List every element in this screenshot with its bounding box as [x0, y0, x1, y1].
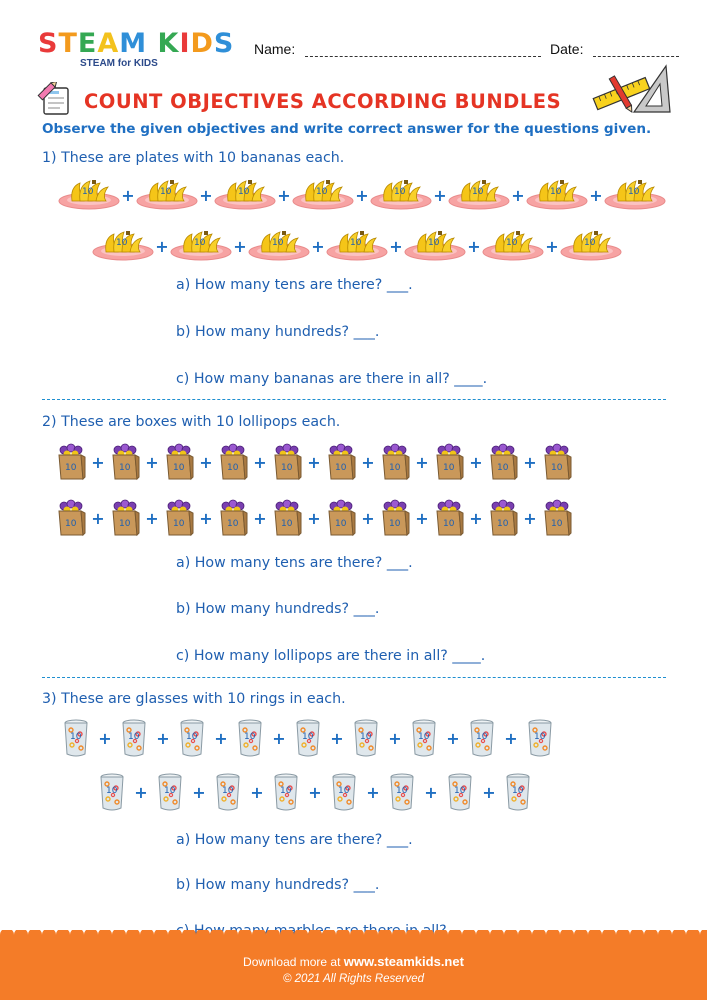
lollipop-box-icon	[164, 443, 194, 481]
logo-letter: I	[179, 28, 191, 59]
ring-glass-icon	[410, 718, 438, 758]
instruction-text: Observe the given objectives and write correct answer for the questions given.	[42, 121, 652, 137]
ring-glass-icon	[272, 772, 300, 812]
banana-plate-icon	[292, 179, 354, 211]
bundle-count-label: 10	[394, 187, 406, 197]
plus-sign: +	[145, 452, 159, 472]
bundle-count-label: 10	[389, 463, 401, 473]
bundle-count-label: 10	[534, 732, 546, 742]
section-divider-1	[42, 399, 666, 400]
plus-sign: +	[504, 728, 518, 748]
plus-sign: +	[361, 508, 375, 528]
question-1-part-a: a) How many tens are there? ___.	[176, 277, 413, 293]
banana-plate-icon	[326, 230, 388, 262]
bundle-count-label: 10	[472, 187, 484, 197]
plus-sign: +	[311, 236, 325, 256]
ring-glass-icon	[178, 718, 206, 758]
plus-sign: +	[199, 508, 213, 528]
ring-glass-icon	[388, 772, 416, 812]
logo-letter: E	[77, 28, 98, 59]
date-field[interactable]	[550, 41, 679, 57]
bundle-count-label: 10	[497, 519, 509, 529]
logo-letter: S	[38, 28, 59, 59]
plus-sign: +	[134, 782, 148, 802]
footer-copyright: © 2021 All Rights Reserved	[282, 973, 424, 985]
worksheet-title: COUNT OBJECTIVES ACCORDING BUNDLES	[84, 90, 562, 113]
plus-sign: +	[156, 728, 170, 748]
plus-sign: +	[233, 236, 247, 256]
ring-glass-icon	[294, 718, 322, 758]
question-1-row-1	[58, 179, 666, 211]
bundle-count-label: 10	[550, 187, 562, 197]
bundle-count-label: 10	[119, 463, 131, 473]
bundle-count-label: 10	[280, 786, 292, 796]
question-3-part-b: b) How many hundreds? ___.	[176, 877, 380, 893]
bundle-count-label: 10	[227, 463, 239, 473]
footer-bar	[0, 940, 707, 1000]
banana-plate-icon	[404, 230, 466, 262]
plus-sign: +	[469, 508, 483, 528]
plus-sign: +	[415, 508, 429, 528]
plus-sign: +	[433, 185, 447, 205]
footer-wave	[0, 930, 707, 942]
bundle-count-label: 10	[227, 519, 239, 529]
logo-letter: A	[97, 28, 120, 59]
footer-download-prefix: Download more at	[243, 955, 344, 969]
banana-plate-icon	[560, 230, 622, 262]
bundle-count-label: 10	[497, 463, 509, 473]
plus-sign: +	[277, 185, 291, 205]
bundle-count-label: 10	[173, 463, 185, 473]
plus-sign: +	[192, 782, 206, 802]
bundle-count-label: 10	[476, 732, 488, 742]
steam-kids-logo	[38, 30, 238, 74]
plus-sign: +	[308, 782, 322, 802]
bundle-count-label: 10	[389, 519, 401, 529]
bundle-count-label: 10	[335, 463, 347, 473]
plus-sign: +	[250, 782, 264, 802]
bundle-count-label: 10	[396, 786, 408, 796]
ring-glass-icon	[504, 772, 532, 812]
bundle-count-label: 10	[360, 732, 372, 742]
worksheet-pencil-icon	[36, 82, 72, 116]
plus-sign: +	[272, 728, 286, 748]
lollipop-box-icon	[326, 499, 356, 537]
plus-sign: +	[523, 452, 537, 472]
banana-plate-icon	[604, 179, 666, 211]
plus-sign: +	[330, 728, 344, 748]
bundle-count-label: 10	[65, 519, 77, 529]
lollipop-box-icon	[380, 499, 410, 537]
plus-sign: +	[424, 782, 438, 802]
logo-letter: K	[157, 28, 180, 59]
ring-glass-icon	[214, 772, 242, 812]
plus-sign: +	[91, 508, 105, 528]
lollipop-box-icon	[380, 443, 410, 481]
ruler-set-square-icon	[588, 60, 672, 116]
lollipop-box-icon	[434, 443, 464, 481]
lollipop-box-icon	[542, 443, 572, 481]
plus-sign: +	[469, 452, 483, 472]
banana-plate-icon	[526, 179, 588, 211]
plus-sign: +	[253, 508, 267, 528]
plus-sign: +	[121, 185, 135, 205]
plus-sign: +	[91, 452, 105, 472]
bundle-count-label: 10	[512, 786, 524, 796]
bundle-count-label: 10	[222, 786, 234, 796]
bundle-count-label: 10	[186, 732, 198, 742]
question-2-row-1	[56, 443, 572, 481]
lollipop-box-icon	[488, 499, 518, 537]
ring-glass-icon	[330, 772, 358, 812]
bundle-count-label: 10	[65, 463, 77, 473]
question-3-row-2	[98, 772, 532, 812]
bundle-count-label: 10	[272, 238, 284, 248]
bundle-count-label: 10	[244, 732, 256, 742]
plus-sign: +	[214, 728, 228, 748]
footer-download-text	[0, 954, 707, 969]
plus-sign: +	[589, 185, 603, 205]
date-blank-line[interactable]	[593, 43, 679, 57]
question-3-row-1	[62, 718, 554, 758]
plus-sign: +	[545, 236, 559, 256]
plus-sign: +	[415, 452, 429, 472]
logo-letter: S	[213, 28, 235, 59]
question-1-heading: 1) These are plates with 10 bananas each.	[42, 150, 345, 166]
question-2-part-b: b) How many hundreds? ___.	[176, 601, 380, 617]
ring-glass-icon	[446, 772, 474, 812]
banana-plate-icon	[214, 179, 276, 211]
question-2-part-a: a) How many tens are there? ___.	[176, 555, 413, 571]
plus-sign: +	[145, 508, 159, 528]
lollipop-box-icon	[542, 499, 572, 537]
plus-sign: +	[199, 185, 213, 205]
bundle-count-label: 10	[116, 238, 128, 248]
question-2-row-2	[56, 499, 572, 537]
name-blank-line[interactable]	[305, 43, 541, 57]
plus-sign: +	[361, 452, 375, 472]
banana-plate-icon	[170, 230, 232, 262]
bundle-count-label: 10	[628, 187, 640, 197]
plus-sign: +	[199, 452, 213, 472]
bundle-count-label: 10	[551, 463, 563, 473]
bundle-count-label: 10	[82, 187, 94, 197]
bundle-count-label: 10	[584, 238, 596, 248]
question-2-part-c: c) How many lollipops are there in all? ____.	[176, 648, 486, 664]
logo-subtitle: STEAM for KIDS	[80, 58, 158, 69]
bundle-count-label: 10	[281, 463, 293, 473]
bundle-count-label: 10	[281, 519, 293, 529]
bundle-count-label: 10	[106, 786, 118, 796]
bundle-count-label: 10	[338, 786, 350, 796]
question-3-part-a: a) How many tens are there? ___.	[176, 832, 413, 848]
question-1-part-b: b) How many hundreds? ___.	[176, 324, 380, 340]
lollipop-box-icon	[164, 499, 194, 537]
ring-glass-icon	[352, 718, 380, 758]
bundle-count-label: 10	[443, 519, 455, 529]
plus-sign: +	[307, 452, 321, 472]
bundle-count-label: 10	[443, 463, 455, 473]
bundle-count-label: 10	[173, 519, 185, 529]
question-1-part-c: c) How many bananas are there in all? ____.	[176, 371, 488, 387]
date-label: Date:	[550, 41, 584, 57]
bundle-count-label: 10	[302, 732, 314, 742]
logo-letter: D	[190, 28, 214, 59]
logo-wordmark	[38, 30, 238, 58]
ring-glass-icon	[98, 772, 126, 812]
banana-plate-icon	[248, 230, 310, 262]
lollipop-box-icon	[218, 499, 248, 537]
footer-site-link[interactable]: www.steamkids.net	[343, 954, 464, 969]
logo-letter	[147, 30, 157, 58]
plus-sign: +	[307, 508, 321, 528]
bundle-count-label: 10	[428, 238, 440, 248]
plus-sign: +	[155, 236, 169, 256]
ring-glass-icon	[120, 718, 148, 758]
logo-letter: T	[58, 28, 78, 59]
ring-glass-icon	[62, 718, 90, 758]
plus-sign: +	[446, 728, 460, 748]
title-row	[36, 80, 706, 120]
lollipop-box-icon	[272, 499, 302, 537]
lollipop-box-icon	[272, 443, 302, 481]
question-3-heading: 3) These are glasses with 10 rings in each.	[42, 691, 346, 707]
bundle-count-label: 10	[238, 187, 250, 197]
question-1-row-2	[92, 230, 622, 262]
bundle-count-label: 10	[70, 732, 82, 742]
name-label: Name:	[254, 41, 296, 57]
name-field[interactable]	[254, 41, 541, 57]
logo-letter: M	[119, 28, 148, 59]
ring-glass-icon	[468, 718, 496, 758]
plus-sign: +	[366, 782, 380, 802]
plus-sign: +	[98, 728, 112, 748]
lollipop-box-icon	[218, 443, 248, 481]
lollipop-box-icon	[110, 499, 140, 537]
ring-glass-icon	[236, 718, 264, 758]
question-2-heading: 2) These are boxes with 10 lollipops each.	[42, 414, 341, 430]
bundle-count-label: 10	[164, 786, 176, 796]
lollipop-box-icon	[56, 499, 86, 537]
banana-plate-icon	[448, 179, 510, 211]
lollipop-box-icon	[110, 443, 140, 481]
bundle-count-label: 10	[506, 238, 518, 248]
plus-sign: +	[511, 185, 525, 205]
bundle-count-label: 10	[418, 732, 430, 742]
bundle-count-label: 10	[350, 238, 362, 248]
plus-sign: +	[523, 508, 537, 528]
plus-sign: +	[355, 185, 369, 205]
banana-plate-icon	[370, 179, 432, 211]
banana-plate-icon	[136, 179, 198, 211]
bundle-count-label: 10	[160, 187, 172, 197]
banana-plate-icon	[482, 230, 544, 262]
plus-sign: +	[388, 728, 402, 748]
lollipop-box-icon	[434, 499, 464, 537]
bundle-count-label: 10	[551, 519, 563, 529]
bundle-count-label: 10	[335, 519, 347, 529]
lollipop-box-icon	[488, 443, 518, 481]
banana-plate-icon	[92, 230, 154, 262]
ring-glass-icon	[526, 718, 554, 758]
plus-sign: +	[467, 236, 481, 256]
ring-glass-icon	[156, 772, 184, 812]
bundle-count-label: 10	[119, 519, 131, 529]
section-divider-2	[42, 677, 666, 678]
bundle-count-label: 10	[316, 187, 328, 197]
plus-sign: +	[389, 236, 403, 256]
bundle-count-label: 10	[194, 238, 206, 248]
banana-plate-icon	[58, 179, 120, 211]
lollipop-box-icon	[56, 443, 86, 481]
lollipop-box-icon	[326, 443, 356, 481]
bundle-count-label: 10	[454, 786, 466, 796]
plus-sign: +	[253, 452, 267, 472]
plus-sign: +	[482, 782, 496, 802]
bundle-count-label: 10	[128, 732, 140, 742]
